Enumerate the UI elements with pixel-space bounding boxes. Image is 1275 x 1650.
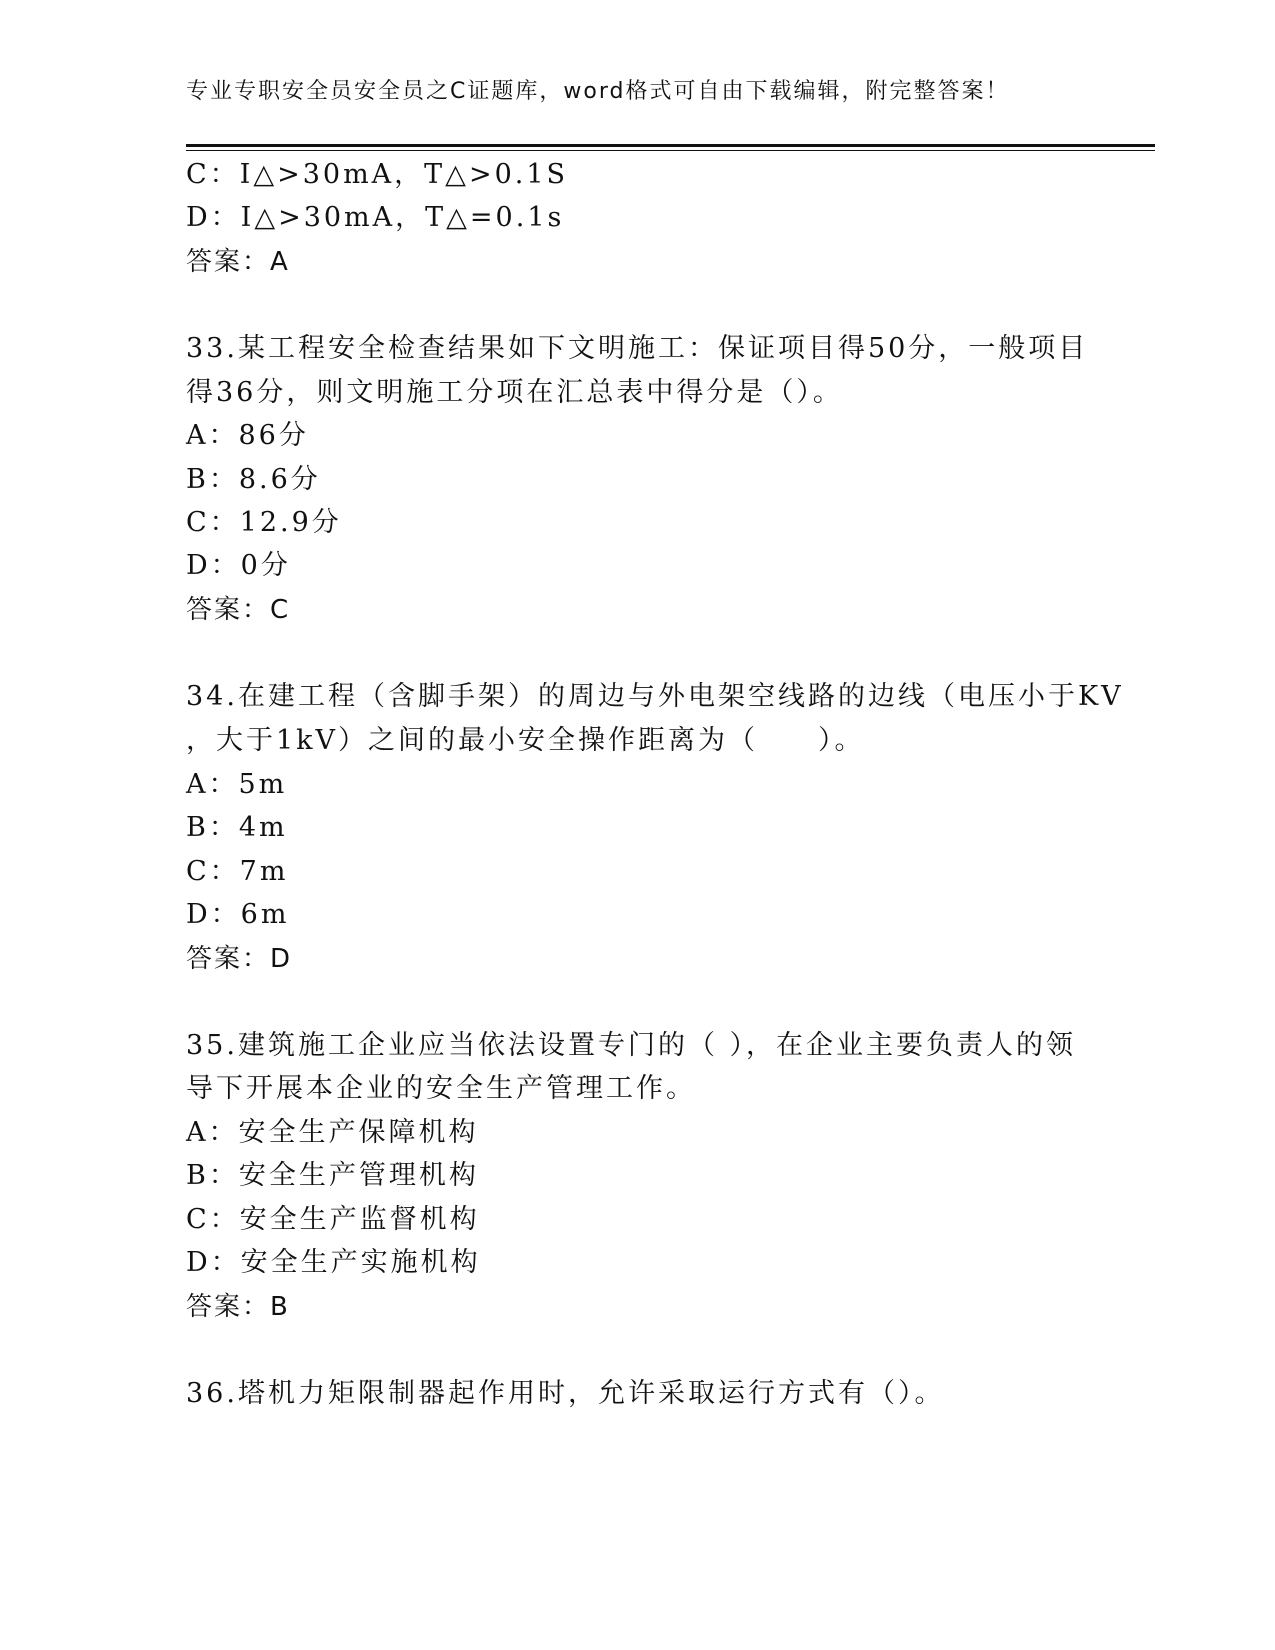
option-c: C：I△>30mA，T△>0.1S xyxy=(186,159,569,190)
question-33-option-c: C：12.9分 xyxy=(186,507,342,538)
question-35-stem-line-2: 导下开展本企业的安全生产管理工作。 xyxy=(186,1073,696,1104)
header-rule-thick xyxy=(186,144,1155,147)
question-34-answer: 答案：D xyxy=(186,944,293,974)
question-33-stem-line-2: 得36分，则文明施工分项在汇总表中得分是（）。 xyxy=(186,377,843,408)
question-34-option-c: C：7m xyxy=(186,856,289,887)
question-35-option-a: A：安全生产保障机构 xyxy=(186,1117,479,1148)
question-36-stem-line-1: 36.塔机力矩限制器起作用时，允许采取运行方式有（）。 xyxy=(186,1378,945,1409)
question-35-stem-line-1: 35.建筑施工企业应当依法设置专门的（ ），在企业主要负责人的领 xyxy=(186,1030,1077,1061)
question-34-option-d: D：6m xyxy=(186,899,290,930)
question-34-stem-line-1: 34.在建工程（含脚手架）的周边与外电架空线路的边线（电压小于KV xyxy=(186,681,1124,712)
header-rule-thin xyxy=(186,150,1155,151)
question-33-option-b: B：8.6分 xyxy=(186,464,321,495)
question-34-option-b: B：4m xyxy=(186,812,288,843)
question-33-option-d: D：0分 xyxy=(186,550,291,581)
answer-line: 答案：A xyxy=(186,247,290,277)
question-35-option-d: D：安全生产实施机构 xyxy=(186,1247,481,1278)
option-d: D：I△>30mA，T△=0.1s xyxy=(186,202,565,233)
page-header: 专业专职安全员安全员之C证题库，word格式可自由下载编辑，附完整答案！ xyxy=(186,79,1010,104)
question-34-option-a: A：5m xyxy=(186,769,288,800)
question-35-option-b: B：安全生产管理机构 xyxy=(186,1160,479,1191)
question-33-stem-line-1: 33.某工程安全检查结果如下文明施工：保证项目得50分，一般项目 xyxy=(186,333,1089,364)
question-35-answer: 答案：B xyxy=(186,1292,290,1322)
question-33-answer: 答案：C xyxy=(186,595,291,625)
question-35-option-c: C：安全生产监督机构 xyxy=(186,1204,480,1235)
question-33-option-a: A：86分 xyxy=(186,420,309,451)
question-34-stem-line-2: ，大于1kV）之间的最小安全操作距离为（ ）。 xyxy=(186,725,865,756)
